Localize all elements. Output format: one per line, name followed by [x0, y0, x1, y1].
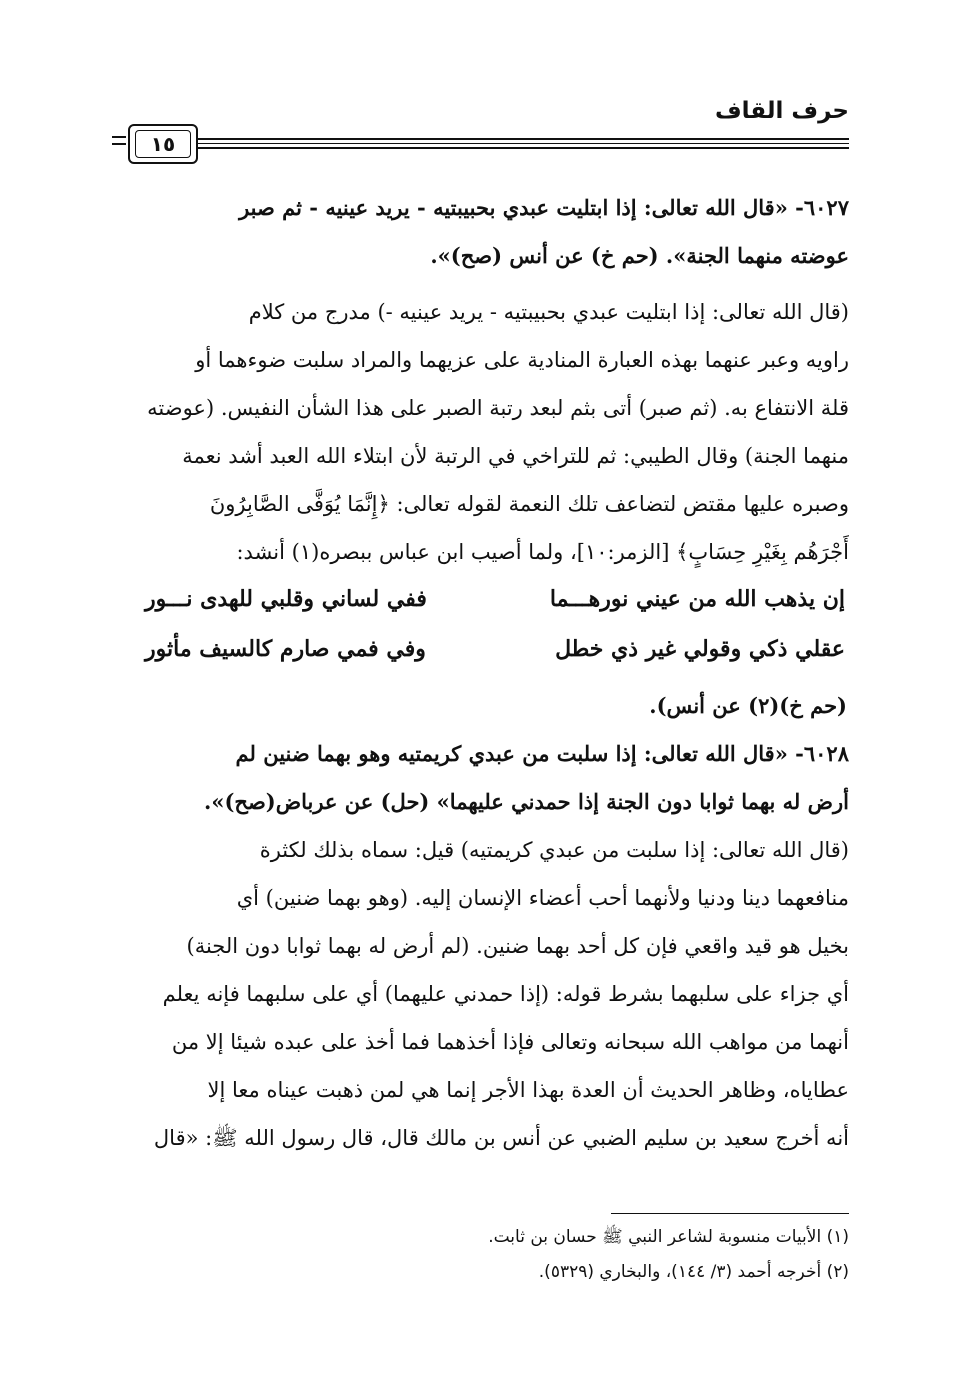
hadith-entry-6027 [107, 184, 849, 280]
commentary-block-1 [107, 288, 849, 576]
header-rule-end [112, 143, 126, 145]
commentary-line: منهما الجنة) وقال الطيبي: ثم للتراخي في الرتبة لأن ابتلاء الله العبد أشد نعمة [182, 444, 849, 468]
commentary-line: (قال الله تعالى: إذا ابتليت عبدي بحبيبتيه - يريد عينيه -) مدرج من كلام [248, 300, 849, 324]
header-rule [197, 143, 849, 144]
verse-first-hemistich: عقلي ذكي وقولي غير ذي خطل [555, 636, 845, 662]
page-number-box [128, 124, 198, 164]
footnote-2: (٢) أخرجه أحمد (٣/ ١٤٤)، والبخاري (٥٣٢٩). [538, 1262, 849, 1282]
commentary-block-2 [107, 826, 849, 1162]
commentary-line: أي جزاء على سلبهما بشرط قوله: (إذا حمدني عليهما) أي على سلبهما فإنه يعلم [162, 982, 849, 1006]
poem-verse [145, 636, 845, 688]
verse-first-hemistich: إن يذهب الله من عيني نورهـــما [549, 586, 845, 612]
commentary-line: منافعهما دينا ودنيا ولأنهما أحب أعضاء الإنسان إليه. (وهو بهما ضنين) أي [236, 886, 849, 910]
commentary-line: (قال الله تعالى: إذا سلبت من عبدي كريمتيه) قيل: سماه بذلك لكثرة [259, 838, 849, 862]
header-rule-end [112, 136, 126, 138]
hadith-entry-6028 [107, 730, 849, 826]
commentary-line: أنهما من مواهب الله سبحانه وتعالى فإذا أخذهما فما أخذ على عبده شيئا إلا من [171, 1030, 849, 1054]
commentary-line: وصبره عليها مقتض لتضاعف تلك النعمة لقوله تعالى: ﴿إِنَّمَا يُوَفَّى الصَّابِرُونَ [209, 492, 849, 516]
footnote-1: (١) الأبيات منسوبة لشاعر النبي ﷺ حسان بن ثابت. [488, 1227, 849, 1247]
footnote-separator [611, 1213, 849, 1214]
verse-second-hemistich: ففي لساني وقلبي للهدى نـــور [145, 586, 427, 612]
poem-verse [145, 586, 845, 638]
commentary-line: أَجْرَهُم بِغَيْرِ حِسَابٍ﴾ [الزمر:١٠]، ولما أصيب ابن عباس ببصره(١) أنشد: [236, 540, 849, 564]
page-number: ١٥ [135, 130, 191, 158]
chapter-title: حرف القاف [714, 98, 849, 124]
commentary-line: قلة الانتفاع به. (ثم صبر) أتى بثم لبعد رتبة الصبر على هذا الشأن النفيس. (عوضته [147, 396, 849, 420]
commentary-line: عطاياه، وظاهر الحديث أن العدة بهذا الأجر إنما هي لمن ذهبت عيناه معا إلا [207, 1078, 849, 1102]
verse-source [147, 682, 847, 730]
commentary-line: أنه أخرج سعيد بن سليم الضبي عن أنس بن مالك قال، قال رسول الله ﷺ: «قال [153, 1126, 849, 1150]
hadith-line: ٦٠٢٧- «قال الله تعالى: إذا ابتليت عبدي بحبيبتيه - يريد عينيه - ثم صبر [239, 195, 849, 220]
header-rule [197, 147, 849, 149]
commentary-line: بخيل هو قيد واقعي فإن كل أحد بهما ضنين. (لم أرض له بهما ثوابا دون الجنة) [186, 934, 849, 958]
hadith-line: أرض له بهما ثوابا دون الجنة إذا حمدني عليهما» (حل) عن عرباض(صح)». [204, 789, 849, 814]
hadith-line: ٦٠٢٨- «قال الله تعالى: إذا سلبت من عبدي كريمتيه وهو بهما ضنين لم [235, 741, 849, 766]
verse-second-hemistich: وفي فمي صارم كالسيف مأثور [145, 636, 426, 662]
hadith-line: عوضته منهما الجنة». (حم خ) عن أنس (صح)». [430, 243, 849, 268]
header-rule [197, 138, 849, 140]
commentary-line: راويه وعبر عنهما بهذه العبارة المنادية على عزيهما والمراد سلبت ضوءهما أو [195, 348, 849, 372]
source-line: (حم خ)(٢) عن أنس). [649, 693, 847, 718]
